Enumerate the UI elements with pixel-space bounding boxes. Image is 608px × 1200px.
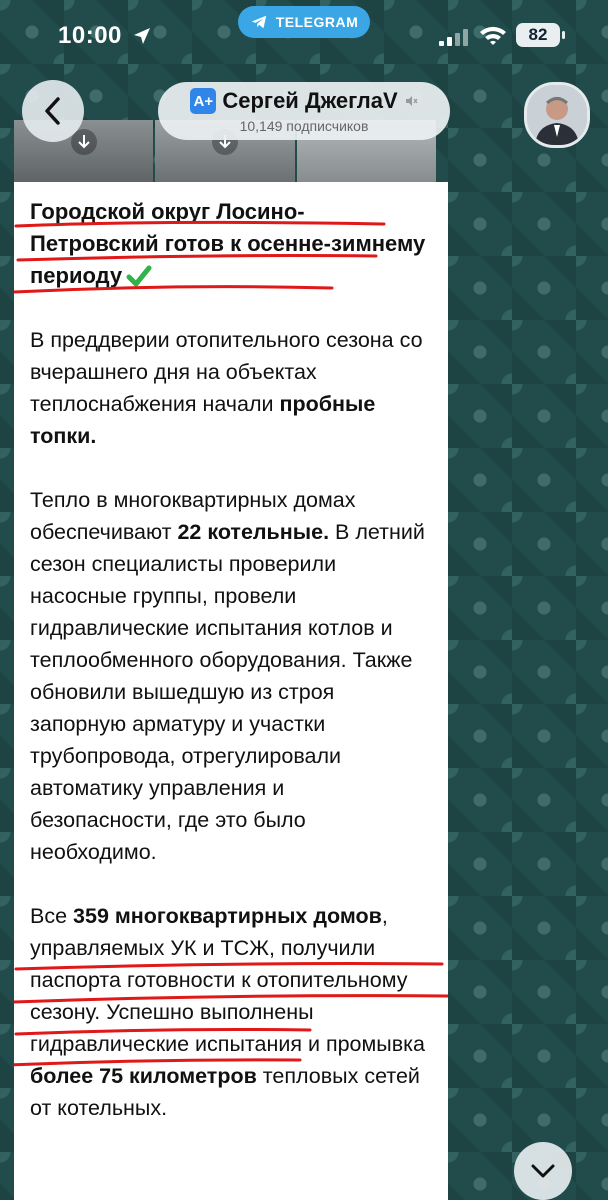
paragraph-3 — [30, 900, 432, 1124]
location-arrow-icon — [132, 26, 152, 46]
back-chevron-icon — [42, 96, 64, 126]
p2-text-b: В летний сезон специалисты проверили насосные группы, провели гидравлические испытания котлов и теплообменного оборудования. Также обновили вышедшую из строя запорную арматуру и участки трубопровода, отрегулировали автоматику управления и безопасности, где это было необходимо. — [30, 520, 425, 864]
p3-bold-2: более 75 километров — [30, 1064, 257, 1088]
back-button[interactable] — [22, 80, 84, 142]
channel-header[interactable] — [158, 82, 450, 140]
signal-icon — [438, 27, 468, 47]
telegram-pill-label: TELEGRAM — [275, 14, 359, 30]
p3-text-b: , управляемых УК и ТСЖ, получили паспорта готовности к отопительному сезону. Успешно выполнены гидравлические испытания и промывка — [30, 904, 425, 1056]
telegram-icon — [250, 13, 268, 31]
post-title-text: Городской округ Лосино-Петровский готов к осенне-зимнему периоду — [30, 199, 426, 288]
avatar-portrait — [527, 85, 587, 145]
post-title — [30, 196, 432, 292]
scroll-down-button[interactable] — [514, 1142, 572, 1200]
paragraph-1 — [30, 324, 432, 452]
wifi-icon — [478, 24, 508, 46]
channel-name: Сергей ДжеглаV — [222, 88, 398, 113]
channel-logo: A+ — [190, 88, 216, 114]
telegram-pill[interactable] — [238, 6, 370, 38]
p3-bold-1: 359 многоквартирных домов — [73, 904, 382, 928]
p2-bold: 22 котельные. — [177, 520, 330, 544]
status-bar — [0, 0, 608, 70]
p1-bold: пробные топки. — [30, 392, 376, 448]
p3-text-c: тепловых сетей от котельных. — [30, 1064, 420, 1120]
status-time: 10:00 — [58, 22, 122, 49]
p2-text-a: Тепло в многоквартирных домах обеспечивают — [30, 488, 356, 544]
subscriber-count: 10,149 подписчиков — [239, 118, 369, 134]
message-bubble — [14, 182, 448, 1200]
channel-avatar[interactable] — [524, 82, 590, 148]
battery-indicator: 82 — [516, 23, 560, 47]
checkmark-icon — [126, 264, 152, 288]
chevron-down-icon — [530, 1162, 556, 1180]
p3-text-a: Все — [30, 904, 74, 928]
muted-icon — [404, 94, 418, 108]
paragraph-2 — [30, 484, 432, 868]
p1-text: В преддверии отопительного сезона со вчерашнего дня на объектах теплоснабжения начали — [30, 328, 423, 416]
